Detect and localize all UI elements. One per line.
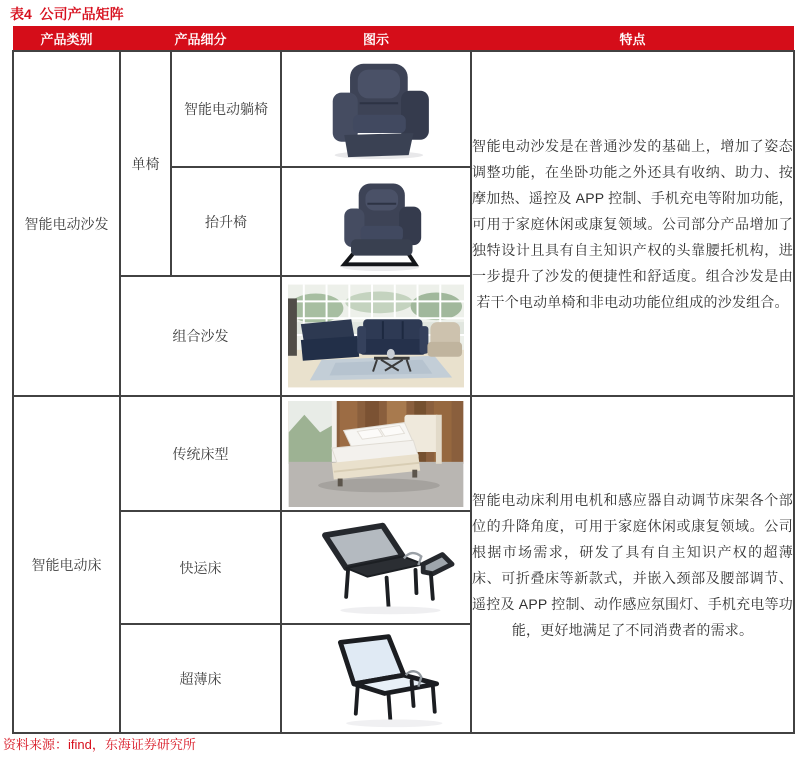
- subdivision-cell-quick-ship-bed: 快运床: [120, 511, 281, 624]
- header-row: [13, 26, 794, 51]
- subgroup-cell-single-chair: 单椅: [120, 51, 171, 276]
- table-row: [13, 51, 794, 167]
- subdivision-cell-traditional-bed: 传统床型: [120, 396, 281, 511]
- subdivision-cell-sofa-set: 组合沙发: [120, 276, 281, 396]
- image-cell: [281, 624, 471, 733]
- quick-ship-bed-image: [290, 516, 462, 620]
- subdivision-cell-ultra-thin-bed: 超薄床: [120, 624, 281, 733]
- subdivision-cell-lift-chair: 抬升椅: [171, 167, 281, 276]
- image-cell: [281, 396, 471, 511]
- data-source-note: 资料来源：ifind，东海证券研究所: [3, 737, 196, 752]
- category-cell-bed: 智能电动床: [13, 396, 120, 733]
- image-cell: [281, 511, 471, 624]
- image-cell: [281, 167, 471, 276]
- image-cell: [281, 276, 471, 396]
- ultra-thin-bed-image: [290, 627, 462, 731]
- table-title: 表4 公司产品矩阵: [10, 6, 124, 22]
- category-cell-sofa: 智能电动沙发: [13, 51, 120, 396]
- feature-text-sofa: 智能电动沙发是在普通沙发的基础上，增加了姿态调整功能，在坐卧功能之外还具有收纳、助力、按摩加热、遥控及 APP 控制、手机充电等附加功能，可用于家庭休闲或康复领域。公司部分产品增加了独特设计且具有自主知识产权的头靠腰托机构，进一步提升了沙发的便捷性和舒适度。组合沙发是由若干个电动单椅和非电动功能位组成的沙发组合。: [471, 51, 794, 396]
- header-product-category: 产品类别: [13, 26, 120, 51]
- lift-chair-image: [290, 172, 462, 272]
- table-row: [13, 396, 794, 511]
- feature-text-bed: 智能电动床利用电机和感应器自动调节床架各个部位的升降角度，可用于家庭休闲或康复领域。公司根据市场需求，研发了具有自主知识产权的超薄床、可折叠床等新款式，并嵌入颈部及腰部调节、遥控及 APP 控制、动作感应氛围灯、手机充电等功能，更好地满足了不同消费者的需求。: [471, 396, 794, 733]
- subdivision-cell-recliner: 智能电动躺椅: [171, 51, 281, 167]
- traditional-bed-image: [288, 401, 464, 507]
- header-features: 特点: [471, 26, 794, 51]
- header-illustration: 图示: [281, 26, 471, 51]
- product-matrix-table: [12, 26, 795, 734]
- sofa-set-image: [288, 284, 464, 388]
- recliner-chair-image: [290, 59, 462, 159]
- header-product-subdivision: 产品细分: [120, 26, 281, 51]
- image-cell: [281, 51, 471, 167]
